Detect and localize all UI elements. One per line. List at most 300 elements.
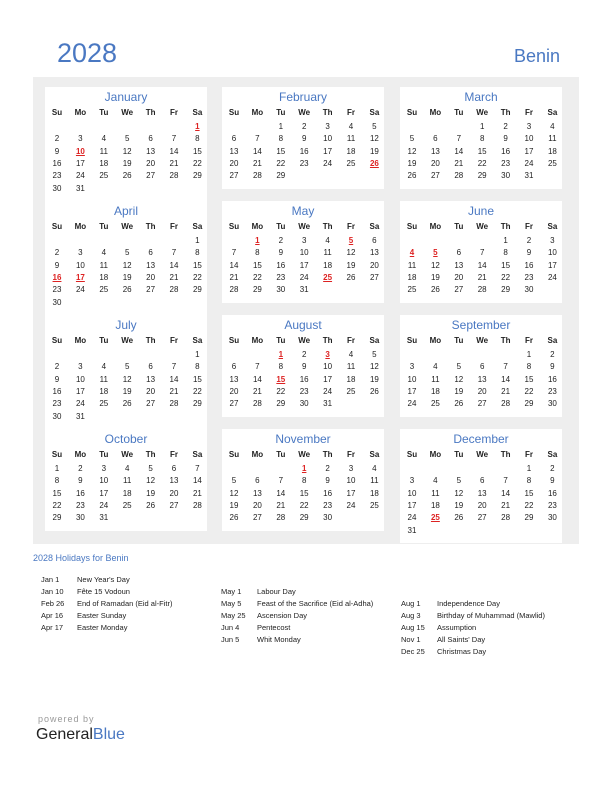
day-cell: 8 <box>195 134 200 144</box>
day-cell: 17 <box>323 146 333 156</box>
day-cell: 20 <box>454 272 464 282</box>
day-cell: 15 <box>299 488 309 498</box>
weekday-header: Sa <box>547 108 558 117</box>
day-cell: 27 <box>169 500 179 510</box>
holiday-name: End of Ramadan (Eid al-Fitr) <box>77 599 173 608</box>
day-cell: 14 <box>501 374 511 384</box>
day-cell: 23 <box>299 386 309 396</box>
day-cell: 3 <box>348 464 354 473</box>
day-cell: 16 <box>52 158 62 168</box>
day-cell: 11 <box>346 362 356 372</box>
weekday-header: Tu <box>99 108 109 117</box>
day-cell: 7 <box>255 134 260 144</box>
day-cell: 15 <box>192 260 202 270</box>
day-cell: 9 <box>503 134 508 144</box>
day-cell: 26 <box>454 399 464 409</box>
day-cell: 27 <box>146 285 156 295</box>
weekday-header: Fr <box>347 336 355 345</box>
holiday-name: Pentecost <box>257 623 291 632</box>
weekday-header: Fr <box>170 108 178 117</box>
day-cell: 5 <box>124 248 130 258</box>
day-cell: 10 <box>323 362 333 372</box>
month-name: March <box>464 90 498 104</box>
month-name: February <box>278 90 328 104</box>
day-cell: 14 <box>169 260 179 270</box>
day-cell: 9 <box>54 260 60 270</box>
day-cell: 8 <box>195 248 200 258</box>
weekday-header: Tu <box>454 336 464 345</box>
holiday-date: May 1 <box>221 587 242 596</box>
day-cell: 6 <box>171 464 177 473</box>
day-cell: 10 <box>547 248 557 258</box>
month-april <box>45 201 207 315</box>
month-september <box>400 315 562 417</box>
day-cell: 3 <box>78 362 83 372</box>
day-cell: 18 <box>430 500 440 510</box>
day-cell: 18 <box>346 374 356 384</box>
day-cell: 31 <box>407 525 417 535</box>
month-name: May <box>291 204 315 218</box>
day-cell: 22 <box>299 500 309 510</box>
day-cell: 7 <box>278 476 284 486</box>
day-cell: 24 <box>323 386 333 396</box>
day-cell: 11 <box>99 374 108 384</box>
day-cell: 29 <box>192 171 202 181</box>
day-cell: 25 <box>99 285 109 295</box>
weekday-header: Fr <box>525 222 533 231</box>
day-cell: 4 <box>101 134 107 144</box>
weekday-header: Mo <box>74 336 87 345</box>
day-cell: 18 <box>547 146 557 156</box>
month-name: July <box>115 318 137 332</box>
weekday-header: Tu <box>99 336 109 345</box>
weekday-header: Sa <box>192 108 203 117</box>
day-cell: 24 <box>323 158 333 168</box>
day-cell: 29 <box>477 171 487 181</box>
weekday-header: Sa <box>369 336 380 345</box>
day-cell: 11 <box>346 134 356 144</box>
holiday-date: Apr 17 <box>41 623 64 632</box>
holiday-name: New Year's Day <box>77 575 130 584</box>
day-cell: 5 <box>456 476 462 486</box>
day-cell: 7 <box>195 464 200 473</box>
holiday-date: Apr 16 <box>41 611 64 620</box>
weekday-header: We <box>476 222 489 231</box>
day-cell: 20 <box>477 500 487 510</box>
day-cell: 26 <box>454 513 464 523</box>
holiday-name: Assumption <box>437 623 477 632</box>
holiday-name: Easter Monday <box>77 623 128 632</box>
weekday-header: Th <box>322 108 333 117</box>
weekday-header: Th <box>500 222 511 231</box>
day-cell: 30 <box>524 285 534 295</box>
day-cell: 12 <box>122 146 132 156</box>
month-november <box>222 429 384 531</box>
day-cell: 9 <box>526 248 532 258</box>
day-cell: 19 <box>122 272 132 282</box>
day-cell: 4 <box>433 362 438 372</box>
weekday-header: Su <box>51 108 63 117</box>
day-cell: 19 <box>146 488 156 498</box>
day-cell: 31 <box>524 171 534 181</box>
weekday-header: Sa <box>547 336 558 345</box>
day-cell: 28 <box>169 399 179 409</box>
weekday-header: Mo <box>74 450 87 459</box>
day-cell: 26 <box>229 513 239 523</box>
day-cell: 23 <box>323 500 333 510</box>
weekday-header: We <box>121 222 134 231</box>
weekday-header: We <box>121 450 134 459</box>
holiday-date: May 25 <box>221 611 246 620</box>
day-cell: 13 <box>430 146 440 156</box>
day-cell: 27 <box>252 513 262 523</box>
day-cell: 24 <box>407 399 417 409</box>
day-cell: 23 <box>547 500 557 510</box>
day-cell: 22 <box>192 158 202 168</box>
day-cell: 10 <box>323 134 333 144</box>
day-cell: 29 <box>192 285 202 295</box>
day-cell: 26 <box>430 285 440 295</box>
weekday-header: Sa <box>369 450 380 459</box>
day-cell: 8 <box>278 134 284 144</box>
holiday-name: Easter Sunday <box>77 611 127 620</box>
day-cell: 15 <box>477 146 487 156</box>
weekday-header: We <box>121 108 134 117</box>
weekday-header: Su <box>228 450 240 459</box>
day-cell: 12 <box>229 488 239 498</box>
day-cell: 9 <box>278 248 284 258</box>
day-cell: 8 <box>54 476 60 486</box>
day-cell: 2 <box>78 464 83 473</box>
day-cell: 25 <box>430 399 440 409</box>
day-cell: 24 <box>346 500 356 510</box>
month-name: December <box>453 432 509 446</box>
holiday-day-cell: 1 <box>278 350 284 359</box>
day-cell: 14 <box>454 146 464 156</box>
day-cell: 30 <box>52 183 62 193</box>
month-june <box>400 201 562 303</box>
day-cell: 9 <box>54 146 60 156</box>
day-cell: 26 <box>122 399 132 409</box>
day-cell: 4 <box>433 476 438 486</box>
weekday-header: Su <box>406 222 418 231</box>
day-cell: 12 <box>346 248 356 258</box>
month-july <box>45 315 207 429</box>
holiday-day-cell: 17 <box>75 272 85 282</box>
day-cell: 17 <box>75 158 85 168</box>
day-cell: 28 <box>276 513 286 523</box>
day-cell: 14 <box>252 146 262 156</box>
day-cell: 24 <box>299 272 309 282</box>
day-cell: 21 <box>192 488 202 498</box>
day-cell: 28 <box>169 171 179 181</box>
weekday-header: We <box>298 108 311 117</box>
day-cell: 3 <box>325 122 330 131</box>
day-cell: 5 <box>372 122 377 131</box>
day-cell: 13 <box>169 476 179 486</box>
weekday-header: Mo <box>74 222 87 231</box>
weekday-header: Fr <box>170 222 178 231</box>
day-cell: 7 <box>503 476 508 486</box>
weekday-header: Th <box>500 108 511 117</box>
weekday-header: Sa <box>192 222 203 231</box>
day-cell: 22 <box>276 158 286 168</box>
weekday-header: Fr <box>525 336 533 345</box>
holiday-date: Aug 3 <box>401 611 421 620</box>
day-cell: 16 <box>524 260 534 270</box>
day-cell: 11 <box>99 260 108 270</box>
day-cell: 1 <box>195 350 200 359</box>
weekday-header: Tu <box>276 336 286 345</box>
day-cell: 12 <box>454 488 464 498</box>
month-name: October <box>104 432 148 446</box>
day-cell: 13 <box>229 146 239 156</box>
holiday-name: Labour Day <box>257 587 296 596</box>
day-cell: 28 <box>169 285 179 295</box>
day-cell: 15 <box>524 374 534 384</box>
day-cell: 26 <box>146 500 156 510</box>
day-cell: 10 <box>524 134 534 144</box>
day-cell: 30 <box>52 297 62 307</box>
day-cell: 3 <box>78 248 83 258</box>
day-cell: 1 <box>278 122 284 131</box>
day-cell: 8 <box>526 476 532 486</box>
day-cell: 28 <box>454 171 464 181</box>
day-cell: 13 <box>369 248 379 258</box>
day-cell: 13 <box>229 374 239 384</box>
day-cell: 9 <box>550 476 555 486</box>
day-cell: 5 <box>409 134 415 144</box>
day-cell: 27 <box>146 399 156 409</box>
weekday-header: Tu <box>276 222 286 231</box>
day-cell: 2 <box>503 122 508 131</box>
weekday-header: Mo <box>251 108 264 117</box>
day-cell: 29 <box>276 399 286 409</box>
day-cell: 9 <box>301 134 307 144</box>
day-cell: 21 <box>252 386 262 396</box>
weekday-header: Su <box>228 222 240 231</box>
day-cell: 26 <box>369 386 379 396</box>
weekday-header: Fr <box>170 450 178 459</box>
holiday-day-cell: 15 <box>276 374 286 384</box>
holiday-date: May 5 <box>221 599 242 608</box>
day-cell: 3 <box>301 236 307 245</box>
holiday-day-cell: 1 <box>255 236 260 245</box>
day-cell: 4 <box>101 248 107 258</box>
generalblue-logo <box>36 726 125 744</box>
day-cell: 9 <box>78 476 83 486</box>
day-cell: 14 <box>252 374 262 384</box>
day-cell: 7 <box>456 134 462 144</box>
day-cell: 6 <box>456 248 462 258</box>
day-cell: 14 <box>276 488 286 498</box>
day-cell: 29 <box>524 399 534 409</box>
day-cell: 4 <box>348 350 354 359</box>
day-cell: 16 <box>547 374 557 384</box>
day-cell: 23 <box>501 158 511 168</box>
day-cell: 11 <box>548 134 557 144</box>
day-cell: 21 <box>501 500 511 510</box>
day-cell: 28 <box>501 513 511 523</box>
day-cell: 30 <box>299 399 309 409</box>
day-cell: 18 <box>99 158 109 168</box>
day-cell: 7 <box>171 362 177 372</box>
day-cell: 31 <box>75 411 85 421</box>
day-cell: 7 <box>479 248 485 258</box>
weekday-header: Th <box>500 450 511 459</box>
month-august <box>222 315 384 417</box>
day-cell: 2 <box>526 236 532 245</box>
weekday-header: We <box>298 336 311 345</box>
holiday-date: Aug 15 <box>401 623 425 632</box>
month-name: April <box>113 204 138 218</box>
month-may <box>222 201 384 303</box>
weekday-header: Su <box>406 450 418 459</box>
day-cell: 12 <box>454 374 464 384</box>
day-cell: 30 <box>547 399 557 409</box>
day-cell: 15 <box>52 488 62 498</box>
day-cell: 29 <box>252 285 262 295</box>
day-cell: 10 <box>407 374 417 384</box>
day-cell: 12 <box>122 374 132 384</box>
holiday-name: All Saints' Day <box>437 635 486 644</box>
day-cell: 24 <box>407 513 417 523</box>
day-cell: 26 <box>122 285 132 295</box>
day-cell: 22 <box>52 500 62 510</box>
day-cell: 10 <box>299 248 309 258</box>
day-cell: 16 <box>299 146 309 156</box>
day-cell: 5 <box>456 362 462 372</box>
day-cell: 16 <box>547 488 557 498</box>
month-january <box>45 87 207 201</box>
day-cell: 29 <box>501 285 511 295</box>
day-cell: 22 <box>524 500 534 510</box>
day-cell: 21 <box>477 272 487 282</box>
day-cell: 27 <box>477 399 487 409</box>
day-cell: 8 <box>195 362 200 372</box>
day-cell: 20 <box>369 260 379 270</box>
weekday-header: Th <box>322 336 333 345</box>
months-panel <box>33 77 579 544</box>
day-cell: 23 <box>52 399 62 409</box>
day-cell: 9 <box>54 374 60 384</box>
day-cell: 1 <box>54 464 60 473</box>
day-cell: 24 <box>524 158 534 168</box>
holiday-date: Jun 5 <box>221 635 240 644</box>
day-cell: 19 <box>407 158 417 168</box>
day-cell: 16 <box>323 488 333 498</box>
day-cell: 6 <box>255 476 260 486</box>
weekday-header: Th <box>322 450 333 459</box>
day-cell: 20 <box>477 386 487 396</box>
day-cell: 15 <box>192 146 202 156</box>
day-cell: 18 <box>99 272 109 282</box>
day-cell: 20 <box>252 500 262 510</box>
day-cell: 4 <box>372 464 377 473</box>
weekday-header: Su <box>51 336 63 345</box>
holiday-date: Jan 1 <box>41 575 60 584</box>
calendar-year-title: 2028 <box>57 38 118 68</box>
day-cell: 25 <box>407 285 417 295</box>
day-cell: 1 <box>479 122 485 131</box>
day-cell: 27 <box>369 272 379 282</box>
day-cell: 12 <box>369 134 379 144</box>
day-cell: 16 <box>501 146 511 156</box>
day-cell: 30 <box>501 171 511 181</box>
logo-blue-text: Blue <box>92 726 125 743</box>
day-cell: 4 <box>348 122 354 131</box>
day-cell: 8 <box>301 476 307 486</box>
day-cell: 29 <box>276 171 286 181</box>
day-cell: 27 <box>430 171 440 181</box>
day-cell: 5 <box>231 476 237 486</box>
day-cell: 2 <box>278 236 284 245</box>
day-cell: 2 <box>550 464 555 473</box>
holiday-date: Feb 26 <box>41 599 65 608</box>
day-cell: 3 <box>101 464 107 473</box>
day-cell: 3 <box>550 236 555 245</box>
day-cell: 15 <box>276 146 286 156</box>
holiday-day-cell: 4 <box>409 248 415 258</box>
holiday-day-cell: 1 <box>195 122 200 131</box>
holiday-name: Whit Monday <box>257 635 301 644</box>
day-cell: 6 <box>148 248 153 258</box>
day-cell: 2 <box>550 350 555 359</box>
day-cell: 8 <box>255 248 260 258</box>
day-cell: 13 <box>146 260 156 270</box>
powered-by-label: powered by <box>38 714 95 724</box>
day-cell: 24 <box>99 500 109 510</box>
day-cell: 19 <box>122 386 132 396</box>
day-cell: 1 <box>503 236 508 245</box>
day-cell: 25 <box>99 399 109 409</box>
day-cell: 6 <box>231 134 237 144</box>
day-cell: 19 <box>369 146 379 156</box>
day-cell: 6 <box>231 362 237 372</box>
day-cell: 20 <box>430 158 440 168</box>
day-cell: 23 <box>276 272 286 282</box>
day-cell: 26 <box>407 171 417 181</box>
day-cell: 20 <box>229 386 239 396</box>
weekday-header: Su <box>228 108 240 117</box>
day-cell: 8 <box>503 248 508 258</box>
day-cell: 17 <box>323 374 333 384</box>
day-cell: 13 <box>146 374 156 384</box>
day-cell: 11 <box>370 476 379 486</box>
day-cell: 5 <box>124 362 130 372</box>
day-cell: 23 <box>52 285 62 295</box>
day-cell: 11 <box>431 374 440 384</box>
day-cell: 17 <box>99 488 109 498</box>
weekday-header: Fr <box>525 108 533 117</box>
weekday-header: Mo <box>74 108 87 117</box>
day-cell: 14 <box>169 374 179 384</box>
day-cell: 10 <box>75 260 85 270</box>
month-october <box>45 429 207 531</box>
day-cell: 26 <box>122 171 132 181</box>
day-cell: 12 <box>430 260 440 270</box>
day-cell: 1 <box>526 350 532 359</box>
day-cell: 10 <box>99 476 109 486</box>
day-cell: 11 <box>323 248 332 258</box>
holiday-day-cell: 5 <box>348 236 354 245</box>
day-cell: 24 <box>75 285 85 295</box>
day-cell: 30 <box>52 411 62 421</box>
day-cell: 28 <box>501 399 511 409</box>
day-cell: 10 <box>407 488 417 498</box>
weekday-header: Mo <box>251 222 264 231</box>
day-cell: 20 <box>146 386 156 396</box>
